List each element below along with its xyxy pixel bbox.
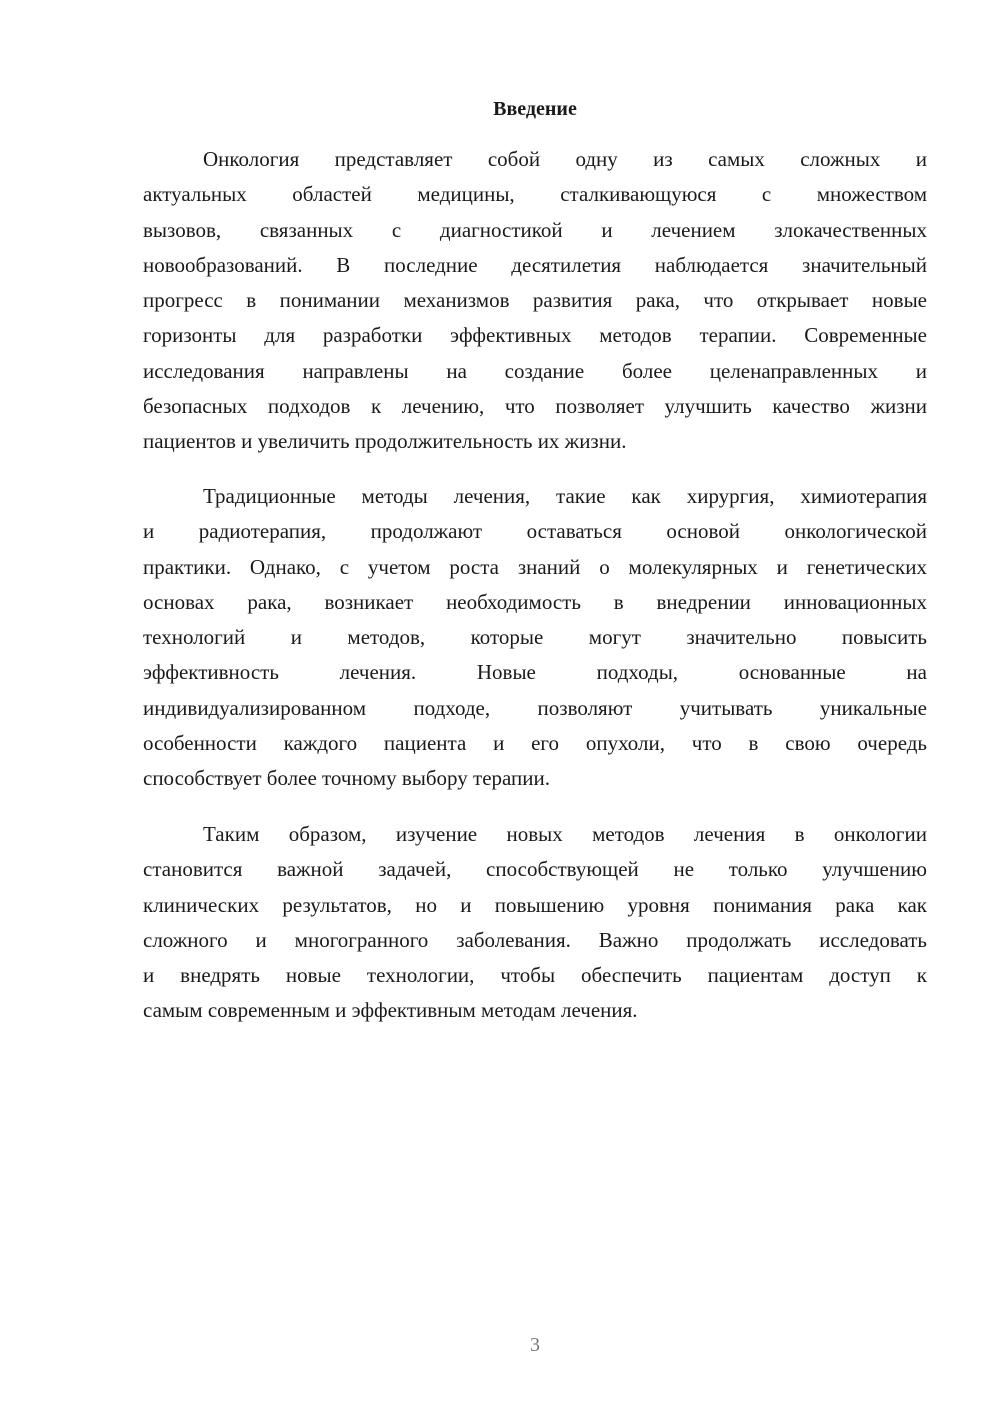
text-line: сложного и многогранного заболевания. Важно продолжать исследовать <box>143 927 927 952</box>
page-number: 3 <box>530 1334 540 1356</box>
paragraph-2 <box>143 479 927 797</box>
text-line: новообразований. В последние десятилетия наблюдается значительный <box>143 252 927 277</box>
text-line: особенности каждого пациента и его опухоли, что в свою очередь <box>143 731 927 756</box>
text-line: горизонты для разработки эффективных методов терапии. Современные <box>143 323 927 348</box>
text-line: безопасных подходов к лечению, что позволяет улучшить качество жизни <box>143 394 927 419</box>
text-line: способствует более точному выбору терапии. <box>143 766 551 791</box>
text-line: практики. Однако, с учетом роста знаний о молекулярных и генетических <box>143 554 927 579</box>
text-line: вызовов, связанных с диагностикой и лечением злокачественных <box>143 217 927 242</box>
text-line: Традиционные методы лечения, такие как хирургия, химиотерапия <box>203 484 927 508</box>
text-line: технологий и методов, которые могут значительно повысить <box>143 625 927 650</box>
section-heading: Введение <box>493 98 577 120</box>
paragraph-1 <box>143 142 927 460</box>
text-line: прогресс в понимании механизмов развития рака, что открывает новые <box>143 288 927 313</box>
text-line: и внедрять новые технологии, чтобы обеспечить пациентам доступ к <box>143 963 927 988</box>
text-line: пациентов и увеличить продолжительность их жизни. <box>143 429 627 454</box>
text-line: становится важной задачей, способствующей не только улучшению <box>143 857 927 882</box>
text-line: исследования направлены на создание более целенаправленных и <box>143 358 927 383</box>
text-line: клинических результатов, но и повышению уровня понимания рака как <box>143 892 927 917</box>
text-line: эффективность лечения. Новые подходы, основанные на <box>143 660 927 685</box>
text-line: и радиотерапия, продолжают оставаться основой онкологической <box>143 519 927 544</box>
text-line: актуальных областей медицины, сталкивающуюся с множеством <box>143 182 927 207</box>
text-line: основах рака, возникает необходимость в внедрении инновационных <box>143 589 927 614</box>
paragraph-3 <box>143 817 927 1029</box>
text-line: Таким образом, изучение новых методов лечения в онкологии <box>203 822 927 846</box>
text-line: самым современным и эффективным методам лечения. <box>143 998 638 1023</box>
text-line: Онкология представляет собой одну из самых сложных и <box>203 147 927 171</box>
text-line: индивидуализированном подходе, позволяют учитывать уникальные <box>143 695 927 720</box>
